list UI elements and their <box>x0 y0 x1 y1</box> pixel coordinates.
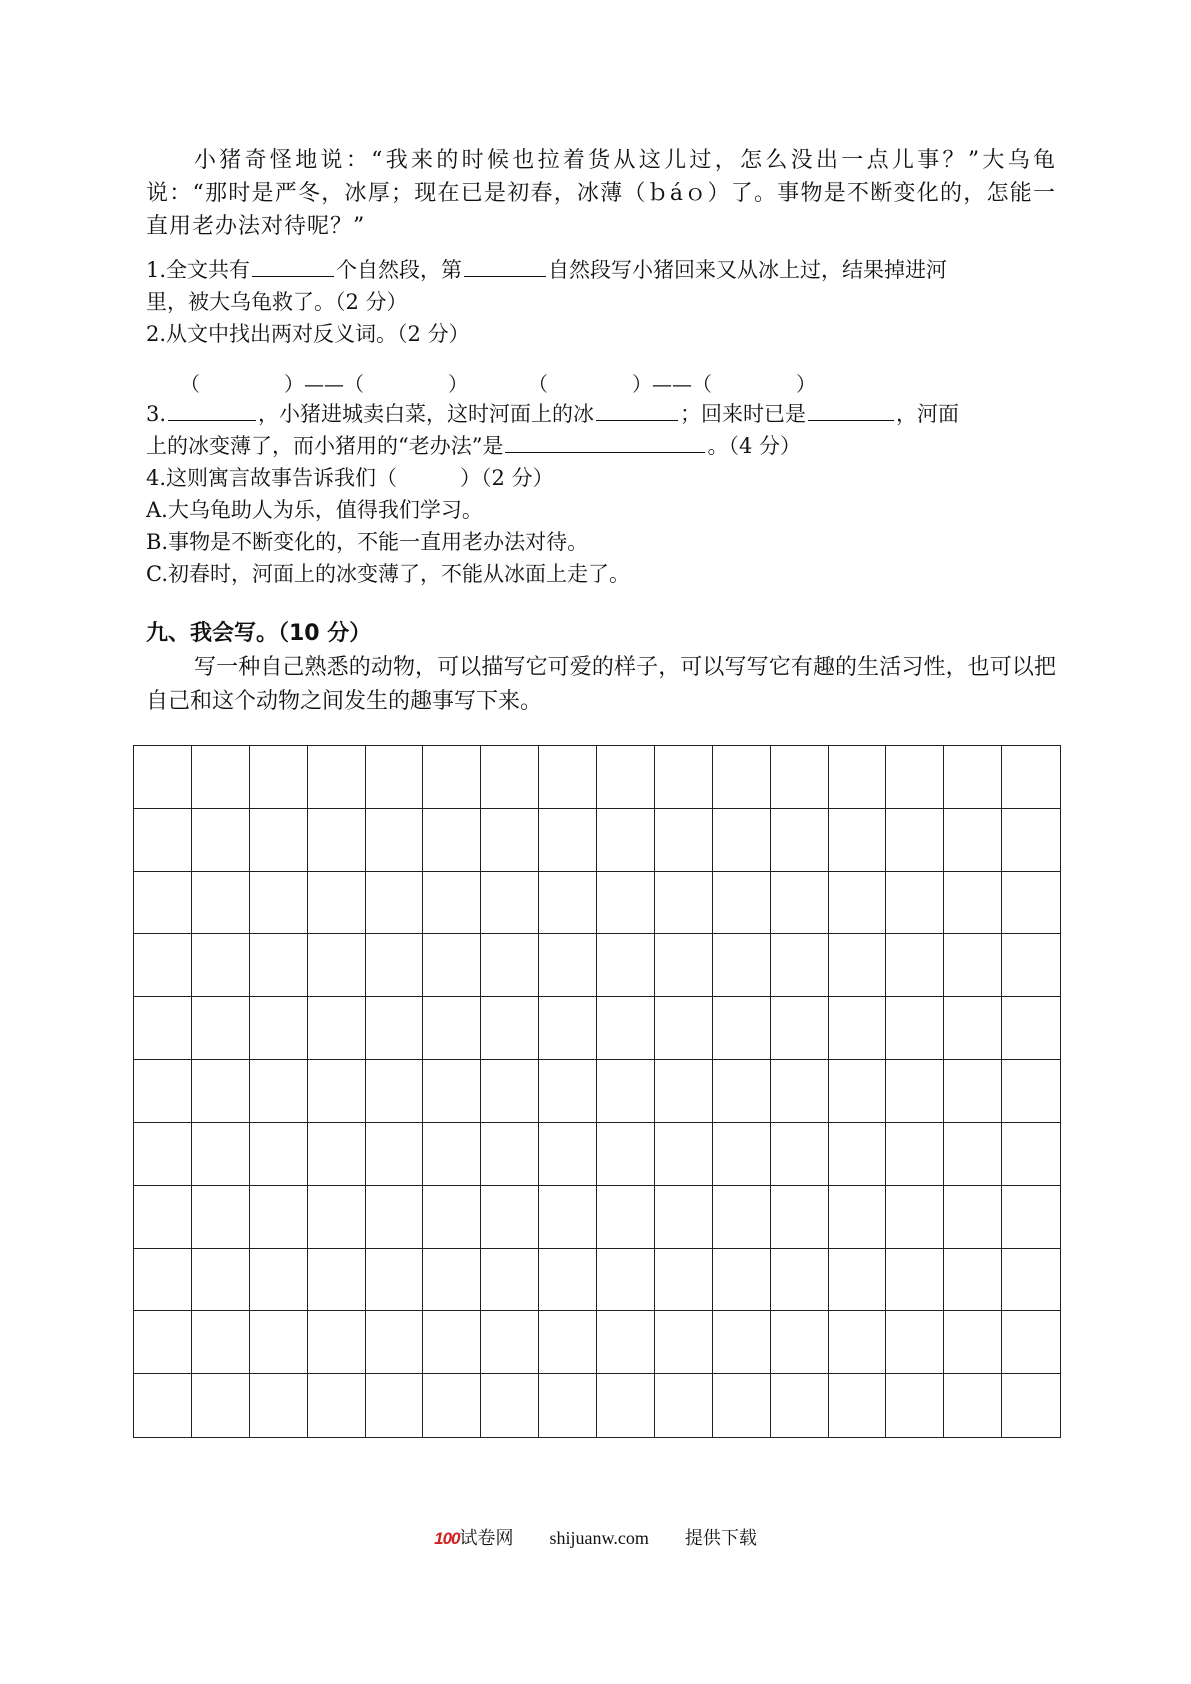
grid-cell[interactable] <box>250 1060 308 1123</box>
site-name: 试卷网 <box>459 1528 514 1548</box>
grid-cell[interactable] <box>250 1249 308 1312</box>
grid-cell[interactable] <box>366 872 424 935</box>
grid-cell[interactable] <box>539 1311 597 1374</box>
grid-cell[interactable] <box>713 872 771 935</box>
grid-cell[interactable] <box>829 1123 887 1186</box>
grid-cell[interactable] <box>481 746 539 809</box>
grid-cell[interactable] <box>713 809 771 872</box>
grid-cell[interactable] <box>250 1186 308 1249</box>
grid-cell[interactable] <box>655 1311 713 1374</box>
site-logo: 100 <box>434 1529 460 1548</box>
grid-cell[interactable] <box>423 1311 481 1374</box>
q3-text-b: ，小猪进城卖白菜，这时河面上的冰 <box>258 402 595 426</box>
grid-cell[interactable] <box>366 1186 424 1249</box>
grid-cell[interactable] <box>308 1123 366 1186</box>
q3-blank-2[interactable] <box>596 398 678 421</box>
grid-cell[interactable] <box>423 934 481 997</box>
grid-cell[interactable] <box>655 1123 713 1186</box>
grid-cell[interactable] <box>713 934 771 997</box>
grid-cell[interactable] <box>539 1374 597 1437</box>
q1-blank-2[interactable] <box>464 254 546 277</box>
grid-cell[interactable] <box>308 1249 366 1312</box>
section-9-task: 写一种自己熟悉的动物，可以描写它可爱的样子，可以写写它有趣的生活习性，也可以把自己和这个动物之间发生的趣事写下来。 <box>146 655 1056 714</box>
q1-text-b: 个自然段，第 <box>336 258 463 282</box>
grid-cell[interactable] <box>134 1249 192 1312</box>
grid-cell[interactable] <box>655 934 713 997</box>
grid-cell[interactable] <box>308 809 366 872</box>
q1-text-c: 自然段写小猪回来又从冰上过，结果掉进河 <box>548 258 948 282</box>
grid-cell[interactable] <box>597 746 655 809</box>
q3-blank-4[interactable] <box>505 430 705 453</box>
grid-cell[interactable] <box>481 1060 539 1123</box>
grid-cell[interactable] <box>713 746 771 809</box>
question-3-cont <box>146 430 801 462</box>
grid-cell[interactable] <box>539 746 597 809</box>
grid-cell[interactable] <box>1002 1374 1060 1437</box>
grid-cell[interactable] <box>134 1060 192 1123</box>
grid-cell[interactable] <box>250 997 308 1060</box>
pair-2-close: ） <box>796 372 816 396</box>
pair-2-open: （ <box>528 372 548 396</box>
grid-cell[interactable] <box>771 1186 829 1249</box>
grid-cell[interactable] <box>539 1186 597 1249</box>
grid-cell[interactable] <box>597 1186 655 1249</box>
grid-cell[interactable] <box>944 1374 1002 1437</box>
grid-cell[interactable] <box>481 1249 539 1312</box>
grid-cell[interactable] <box>423 872 481 935</box>
option-c[interactable]: C.初春时，河面上的冰变薄了，不能从冰面上走了。 <box>146 562 630 586</box>
grid-cell[interactable] <box>366 1311 424 1374</box>
grid-cell[interactable] <box>192 1249 250 1312</box>
grid-cell[interactable] <box>366 809 424 872</box>
grid-cell[interactable] <box>944 1311 1002 1374</box>
grid-cell[interactable] <box>944 1123 1002 1186</box>
grid-cell[interactable] <box>886 1311 944 1374</box>
grid-cell[interactable] <box>366 746 424 809</box>
option-b[interactable]: B.事物是不断变化的，不能一直用老办法对待。 <box>146 530 589 554</box>
grid-cell[interactable] <box>539 1249 597 1312</box>
grid-cell[interactable] <box>655 997 713 1060</box>
grid-cell[interactable] <box>829 872 887 935</box>
section-9-heading: 九、我会写。（10 分） <box>146 621 372 646</box>
grid-cell[interactable] <box>192 1060 250 1123</box>
grid-cell[interactable] <box>886 1374 944 1437</box>
grid-cell[interactable] <box>829 934 887 997</box>
grid-cell[interactable] <box>597 809 655 872</box>
grid-cell[interactable] <box>829 809 887 872</box>
grid-cell[interactable] <box>1002 1311 1060 1374</box>
grid-cell[interactable] <box>771 1123 829 1186</box>
grid-cell[interactable] <box>886 872 944 935</box>
grid-cell[interactable] <box>481 1374 539 1437</box>
grid-cell[interactable] <box>134 1123 192 1186</box>
grid-cell[interactable] <box>192 1374 250 1437</box>
grid-cell[interactable] <box>423 1186 481 1249</box>
grid-cell[interactable] <box>308 746 366 809</box>
grid-cell[interactable] <box>481 872 539 935</box>
grid-cell[interactable] <box>423 1374 481 1437</box>
grid-cell[interactable] <box>829 1374 887 1437</box>
grid-cell[interactable] <box>250 934 308 997</box>
grid-cell[interactable] <box>134 1311 192 1374</box>
pair-1-open: （ <box>180 372 200 396</box>
grid-cell[interactable] <box>886 809 944 872</box>
grid-cell[interactable] <box>1002 934 1060 997</box>
grid-cell[interactable] <box>1002 1060 1060 1123</box>
grid-cell[interactable] <box>829 746 887 809</box>
grid-cell[interactable] <box>944 934 1002 997</box>
grid-cell[interactable] <box>944 746 1002 809</box>
grid-cell[interactable] <box>423 746 481 809</box>
grid-cell[interactable] <box>308 1374 366 1437</box>
grid-cell[interactable] <box>134 934 192 997</box>
grid-cell[interactable] <box>250 1123 308 1186</box>
grid-cell[interactable] <box>829 997 887 1060</box>
grid-cell[interactable] <box>944 809 1002 872</box>
grid-cell[interactable] <box>597 872 655 935</box>
grid-cell[interactable] <box>308 872 366 935</box>
grid-cell[interactable] <box>886 1060 944 1123</box>
grid-cell[interactable] <box>366 1060 424 1123</box>
grid-cell[interactable] <box>1002 872 1060 935</box>
grid-cell[interactable] <box>134 997 192 1060</box>
grid-cell[interactable] <box>655 1060 713 1123</box>
grid-cell[interactable] <box>771 934 829 997</box>
grid-cell[interactable] <box>366 1374 424 1437</box>
q3-blank-1[interactable] <box>168 398 256 421</box>
grid-cell[interactable] <box>886 1123 944 1186</box>
q3-text-c: ；回来时已是 <box>680 402 807 426</box>
grid-cell[interactable] <box>481 809 539 872</box>
grid-cell[interactable] <box>655 1374 713 1437</box>
grid-cell[interactable] <box>771 1060 829 1123</box>
grid-cell[interactable] <box>655 1249 713 1312</box>
antonym-pairs <box>180 368 816 397</box>
grid-cell[interactable] <box>134 809 192 872</box>
grid-cell[interactable] <box>829 1311 887 1374</box>
question-1 <box>146 254 947 286</box>
grid-cell[interactable] <box>308 1060 366 1123</box>
grid-cell[interactable] <box>771 809 829 872</box>
grid-cell[interactable] <box>597 1311 655 1374</box>
grid-cell[interactable] <box>192 1311 250 1374</box>
grid-cell[interactable] <box>886 934 944 997</box>
grid-cell[interactable] <box>539 872 597 935</box>
question-3 <box>146 398 959 430</box>
grid-cell[interactable] <box>771 872 829 935</box>
site-url[interactable]: shijuanw.com <box>549 1528 649 1548</box>
grid-cell[interactable] <box>423 997 481 1060</box>
grid-cell[interactable] <box>713 997 771 1060</box>
grid-cell[interactable] <box>192 809 250 872</box>
grid-cell[interactable] <box>192 934 250 997</box>
grid-cell[interactable] <box>886 997 944 1060</box>
grid-cell[interactable] <box>1002 1123 1060 1186</box>
grid-cell[interactable] <box>597 1249 655 1312</box>
grid-cell[interactable] <box>655 746 713 809</box>
grid-cell[interactable] <box>250 872 308 935</box>
question-2: 2.从文中找出两对反义词。（2 分） <box>146 322 470 346</box>
writing-grid[interactable] <box>133 745 1061 1438</box>
grid-cell[interactable] <box>366 997 424 1060</box>
grid-cell[interactable] <box>655 872 713 935</box>
grid-cell[interactable] <box>366 1123 424 1186</box>
grid-cell[interactable] <box>539 1123 597 1186</box>
grid-cell[interactable] <box>539 1060 597 1123</box>
grid-cell[interactable] <box>539 809 597 872</box>
grid-cell[interactable] <box>886 1186 944 1249</box>
page-footer <box>0 1524 1191 1550</box>
grid-cell[interactable] <box>829 1249 887 1312</box>
q3-text-f: 。（4 分） <box>707 434 802 458</box>
grid-cell[interactable] <box>713 1060 771 1123</box>
grid-cell[interactable] <box>713 1374 771 1437</box>
story-paragraph: 小猪奇怪地说：“我来的时候也拉着货从这儿过，怎么没出一点儿事？”大乌龟说：“那时是严冬，冰厚；现在已是初春，冰薄（ｂáｏ）了。事物是不断变化的，怎能一直用老办法对待呢？” <box>146 148 1056 239</box>
grid-cell[interactable] <box>1002 809 1060 872</box>
option-a[interactable]: A.大乌龟助人为乐，值得我们学习。 <box>146 498 483 522</box>
grid-cell[interactable] <box>597 1374 655 1437</box>
grid-cell[interactable] <box>423 1249 481 1312</box>
grid-cell[interactable] <box>771 997 829 1060</box>
grid-cell[interactable] <box>597 1060 655 1123</box>
grid-cell[interactable] <box>1002 746 1060 809</box>
grid-cell[interactable] <box>944 1060 1002 1123</box>
grid-cell[interactable] <box>1002 997 1060 1060</box>
grid-cell[interactable] <box>192 872 250 935</box>
grid-cell[interactable] <box>134 1186 192 1249</box>
grid-cell[interactable] <box>250 1311 308 1374</box>
grid-cell[interactable] <box>481 997 539 1060</box>
grid-cell[interactable] <box>366 934 424 997</box>
question-4: 4.这则寓言故事告诉我们（ ）（2 分） <box>146 466 554 490</box>
grid-cell[interactable] <box>134 746 192 809</box>
footer-note: 提供下载 <box>684 1528 757 1548</box>
grid-cell[interactable] <box>1002 1249 1060 1312</box>
q1-blank-1[interactable] <box>252 254 334 277</box>
grid-cell[interactable] <box>481 934 539 997</box>
grid-cell[interactable] <box>655 809 713 872</box>
grid-cell[interactable] <box>308 997 366 1060</box>
grid-cell[interactable] <box>423 1123 481 1186</box>
grid-cell[interactable] <box>192 1186 250 1249</box>
grid-cell[interactable] <box>771 1374 829 1437</box>
grid-cell[interactable] <box>539 934 597 997</box>
q1-text-a: 1.全文共有 <box>146 258 251 282</box>
grid-cell[interactable] <box>829 1186 887 1249</box>
grid-cell[interactable] <box>192 746 250 809</box>
grid-cell[interactable] <box>655 1186 713 1249</box>
grid-cell[interactable] <box>713 1311 771 1374</box>
grid-cell[interactable] <box>713 1249 771 1312</box>
grid-cell[interactable] <box>308 934 366 997</box>
grid-cell[interactable] <box>481 1186 539 1249</box>
grid-cell[interactable] <box>423 809 481 872</box>
grid-cell[interactable] <box>423 1060 481 1123</box>
grid-cell[interactable] <box>886 1249 944 1312</box>
grid-cell[interactable] <box>829 1060 887 1123</box>
grid-cell[interactable] <box>944 1249 1002 1312</box>
q3-text-e: 上的冰变薄了，而小猪用的“老办法”是 <box>146 434 504 458</box>
grid-cell[interactable] <box>886 746 944 809</box>
q3-blank-3[interactable] <box>808 398 894 421</box>
grid-cell[interactable] <box>366 1249 424 1312</box>
grid-cell[interactable] <box>1002 1186 1060 1249</box>
grid-cell[interactable] <box>192 997 250 1060</box>
grid-cell[interactable] <box>597 997 655 1060</box>
grid-cell[interactable] <box>713 1123 771 1186</box>
q3-text-d: ，河面 <box>896 402 960 426</box>
grid-cell[interactable] <box>944 872 1002 935</box>
grid-cell[interactable] <box>944 1186 1002 1249</box>
grid-cell[interactable] <box>539 997 597 1060</box>
grid-cell[interactable] <box>713 1186 771 1249</box>
pair-1-mid: ）——（ <box>284 372 364 396</box>
pair-1-close: ） <box>448 372 468 396</box>
grid-cell[interactable] <box>250 1374 308 1437</box>
grid-cell[interactable] <box>308 1311 366 1374</box>
q3-text-a: 3. <box>146 402 167 426</box>
pair-2-mid: ）——（ <box>632 372 712 396</box>
grid-cell[interactable] <box>250 809 308 872</box>
grid-cell[interactable] <box>481 1311 539 1374</box>
grid-cell[interactable] <box>771 1311 829 1374</box>
question-1-cont: 里，被大乌龟救了。（2 分） <box>146 290 408 314</box>
grid-cell[interactable] <box>771 746 829 809</box>
grid-cell[interactable] <box>597 934 655 997</box>
grid-cell[interactable] <box>597 1123 655 1186</box>
grid-cell[interactable] <box>771 1249 829 1312</box>
grid-cell[interactable] <box>134 872 192 935</box>
grid-cell[interactable] <box>944 997 1002 1060</box>
grid-cell[interactable] <box>250 746 308 809</box>
grid-cell[interactable] <box>192 1123 250 1186</box>
grid-cell[interactable] <box>481 1123 539 1186</box>
grid-cell[interactable] <box>308 1186 366 1249</box>
grid-cell[interactable] <box>134 1374 192 1437</box>
